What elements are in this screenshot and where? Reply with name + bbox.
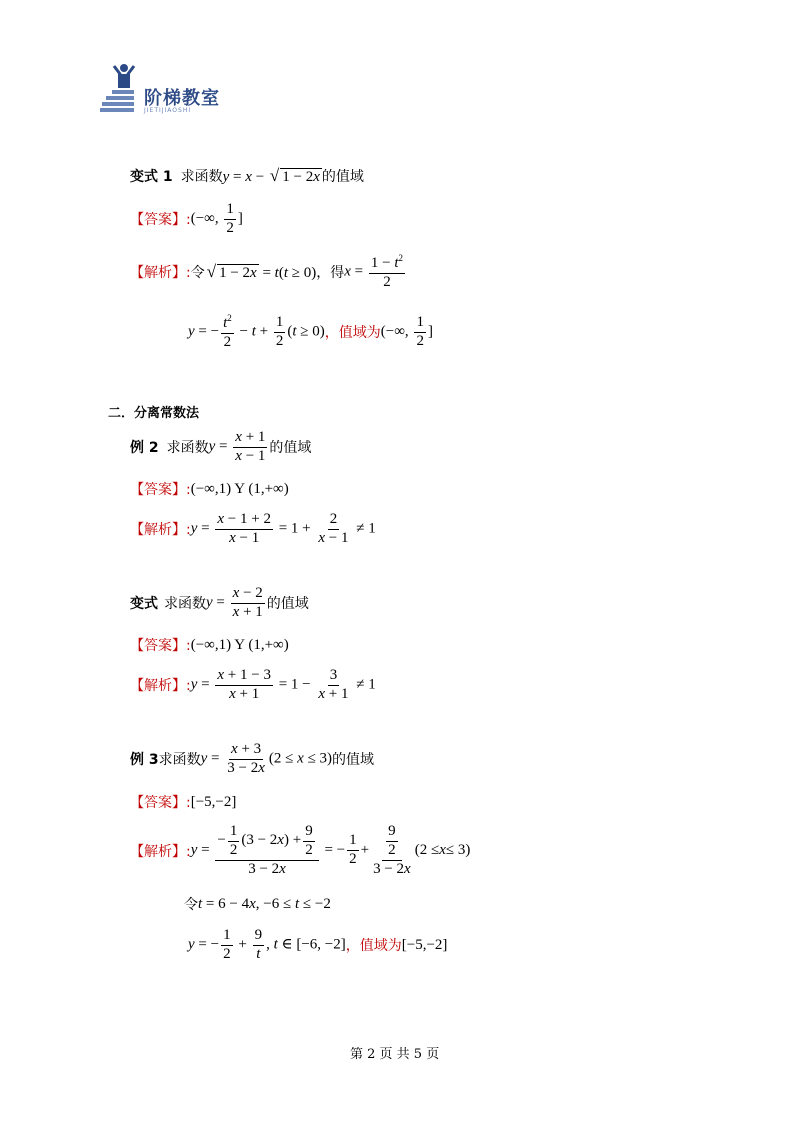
example3-let: 令: [184, 897, 198, 913]
example3-analysis: [130, 824, 470, 877]
variant2-analysis: [130, 668, 376, 703]
example2-analysis-label: 【解析】:: [130, 522, 191, 539]
example2-analysis: [130, 512, 376, 547]
example2-prompt-post: 的值域: [269, 440, 312, 457]
logo-subtitle: JIETIJIAOSHI: [144, 107, 192, 114]
example3-title: 例 3: [130, 752, 159, 769]
variant1-prompt-pre: 求函数: [180, 169, 223, 185]
variant1-prompt-post: 的值域: [321, 169, 364, 185]
variant2-question: [130, 586, 309, 621]
variant1-substitution: √ 1 − 2x = t(t ≥ 0): [206, 262, 317, 282]
example3-question: [130, 742, 374, 777]
variant1-question: [130, 166, 364, 186]
variant2-function: y = $\frac{x - 2}{x + 1}$: [206, 585, 263, 620]
variant1-let: 令: [190, 265, 205, 282]
logo-staircase-icon: [100, 62, 140, 120]
example2-answer-label: 【答案】:: [130, 482, 191, 498]
variant1-analysis-line2: [188, 314, 433, 351]
variant2-title: 变式: [130, 596, 158, 613]
variant2-prompt-pre: 求函数: [164, 596, 206, 613]
example3-analysis-expr: y = − $\frac{1}{2}$ (3 − 2 x ) + $\frac{9}{2}$ 3 − 2x = − $\frac{1}{2}$ + $\frac{\frac{9}{2}}{3 - 2x}$ (2 ≤ x ≤ 3): [190, 823, 471, 877]
variant1-analysis-label: 【解析】:: [130, 265, 191, 282]
example3-answer-value: [−5,−2]: [190, 793, 237, 810]
example3-range-text: ，值域为: [345, 938, 402, 955]
example2-title: 例 2: [130, 440, 159, 457]
example3-final-line: [188, 928, 447, 963]
example3-let-expr: t = 6 − 4x, −6 ≤ t ≤ −2: [198, 895, 331, 912]
variant2-analysis-label: 【解析】:: [130, 678, 191, 695]
variant1-answer-value: (−∞, $\frac{1}{2}$ ]: [190, 201, 243, 236]
variant1-comma-get: ，得: [316, 265, 345, 282]
variant1-function: y = x − √ 1 − 2x: [222, 166, 320, 185]
example3-final-expr: y = − $\frac{1}{2}$ + $\frac{9}{t}$ , t ∈ [−6, −2]: [188, 927, 346, 962]
variant1-range-text: ，值域为: [324, 325, 381, 342]
example2-question: [130, 430, 311, 465]
example3-analysis-label: 【解析】:: [130, 843, 191, 860]
example3-answer-label: 【答案】:: [130, 795, 191, 811]
variant2-answer-label: 【答案】:: [130, 638, 191, 654]
logo-name: 阶梯教室: [144, 88, 220, 109]
example3-answer: [130, 792, 236, 812]
logo: [100, 62, 220, 122]
example3-prompt-pre: 求函数: [158, 752, 201, 769]
variant1-answer: [130, 202, 243, 237]
variant2-answer-value: (−∞,1) Υ (1,+∞): [190, 636, 289, 653]
example2-answer-value: (−∞,1) Υ (1,+∞): [190, 480, 289, 497]
variant2-analysis-expr: y = $\frac{x + 1 - 3}{x + 1}$ = 1 − $\frac{3}{x + 1}$ ≠ 1: [190, 667, 376, 702]
section2-title: 二．分离常数法: [108, 406, 200, 421]
page-footer: 第 2 页 共 5 页: [350, 1047, 440, 1062]
variant1-x-expr: x = $\frac{1 - t^2}{2}$: [344, 253, 404, 290]
example3-function: y = $\frac{x + 3}{3 - 2x}$ (2 ≤ x ≤ 3): [200, 741, 333, 776]
variant1-analysis-line1: [130, 254, 407, 291]
example2-answer: [130, 479, 289, 499]
example2-prompt-pre: 求函数: [166, 440, 209, 457]
variant1-y-expr: y = − $\frac{t^2}{2}$ − t + $\frac{1}{2}$ (t ≥ 0): [188, 313, 325, 350]
example3-range-value: [−5,−2]: [401, 936, 448, 953]
variant1-title: 变式 1: [130, 169, 173, 185]
example2-function: y = $\frac{x + 1}{x - 1}$: [208, 429, 266, 464]
example2-analysis-expr: y = $\frac{x - 1 + 2}{x - 1}$ = 1 + $\frac{2}{x - 1}$ ≠ 1: [190, 511, 376, 546]
variant2-answer: [130, 635, 289, 655]
variant1-range-value: (−∞, $\frac{1}{2}$ ]: [380, 314, 433, 349]
example3-prompt-post: 的值域: [332, 752, 375, 769]
variant1-answer-label: 【答案】:: [130, 212, 191, 229]
example3-let-line: [184, 894, 331, 914]
variant2-prompt-post: 的值域: [266, 596, 309, 613]
